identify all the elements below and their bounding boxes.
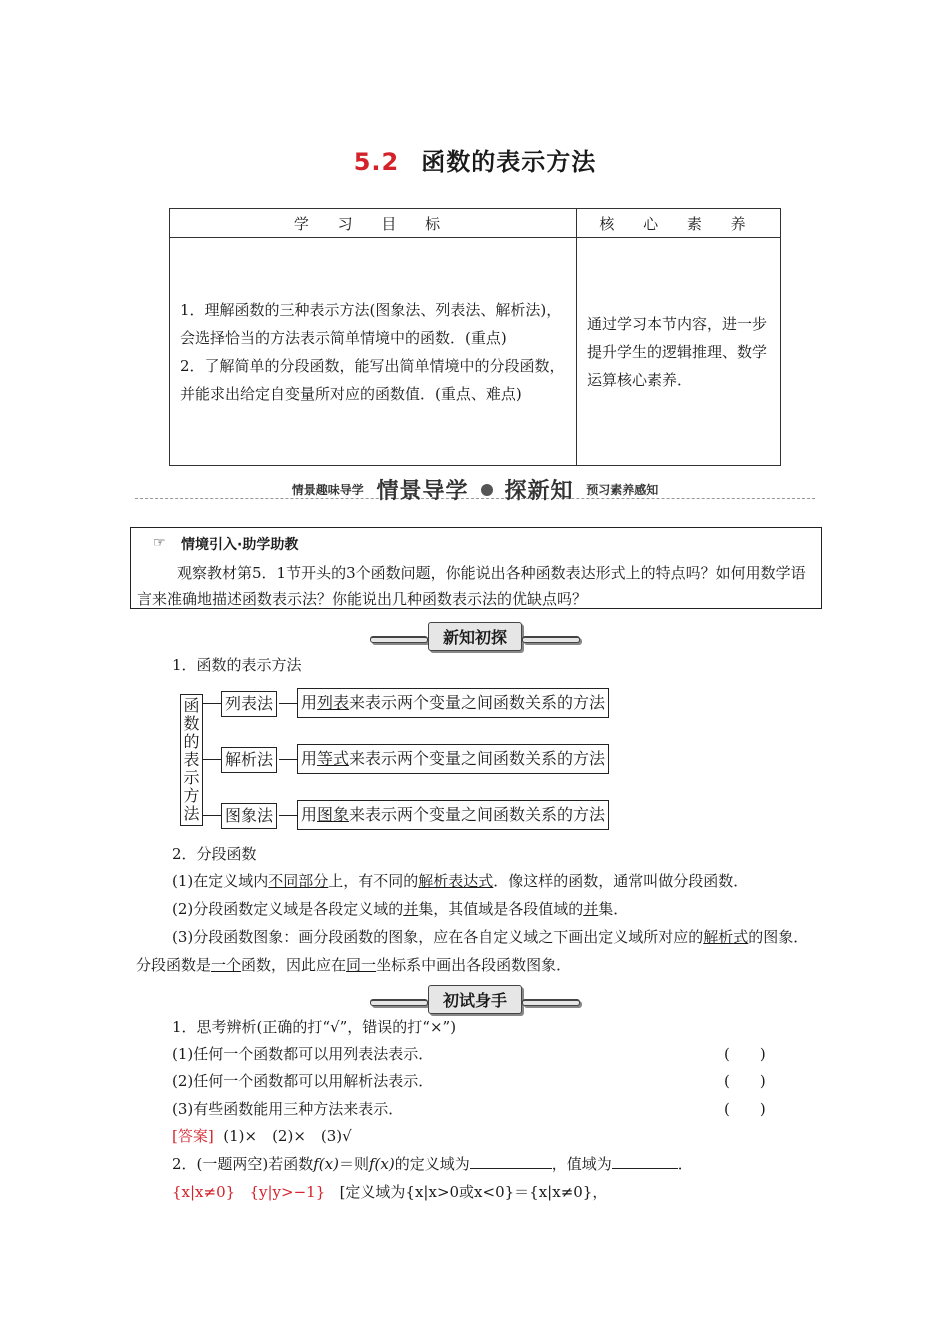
desc-post: 来表示两个变量之间函数关系的方法: [349, 749, 606, 768]
page-title: [0, 142, 950, 177]
answer-1: {x|x≠0}: [172, 1183, 236, 1201]
q2-answer: [172, 1178, 607, 1206]
text: 函数，因此应在: [241, 956, 347, 974]
tag-new-knowledge: [0, 622, 950, 651]
desc-key: 图象: [317, 805, 350, 824]
underlined-text: 并: [403, 900, 419, 918]
s2-paragraph-2: [172, 895, 628, 923]
method-box-analytic: 解析法: [221, 747, 277, 773]
text: 集，其值域是各段值域的: [418, 900, 584, 918]
fill-blank: [612, 1152, 678, 1169]
section-title: 函数的表示方法: [421, 148, 597, 176]
desc-pre: 用: [301, 805, 318, 824]
text: ．: [677, 1155, 693, 1173]
desc-key: 等式: [317, 749, 350, 768]
desc-pre: 用: [301, 749, 318, 768]
underlined-text: 解析: [703, 928, 734, 946]
text: 坐标系中画出各段函数图象．: [376, 956, 572, 974]
method-box-table: 列表法: [221, 691, 277, 717]
answer-blank: ( ): [724, 1072, 766, 1090]
method-desc-graph: [297, 800, 609, 830]
banner-title-2: 探新知: [504, 479, 574, 504]
tag-first-try: [0, 985, 950, 1014]
text: ＝则: [338, 1155, 369, 1173]
goals-header: 学 习 目 标: [170, 209, 577, 238]
tag-rule-left: [370, 636, 428, 643]
underlined-text: 并: [583, 900, 599, 918]
text: ．像这样的函数，通常叫做分段函数．: [493, 872, 749, 890]
text: 的图象．分段函数是: [136, 928, 809, 974]
method-desc-analytic: [297, 744, 609, 774]
answer-label: [答案]: [172, 1127, 214, 1145]
tag-rule-left: [370, 999, 428, 1006]
pointing-hand-icon: ☞: [153, 535, 166, 551]
s2-paragraph-3: [136, 923, 818, 979]
intro-text: 观察教材第5．1节开头的3个函数问题，你能说出各种函数表达形式上的特点吗？如何用数学语言来准确地描述函数表示法？你能说出几种函数表示法的优缺点吗？: [137, 564, 806, 608]
answer-2: {y|y>−1}: [249, 1183, 326, 1201]
intro-heading: 情境引入·助学助教: [181, 537, 299, 553]
q1-answer: [172, 1122, 352, 1150]
root-box: [180, 694, 203, 826]
text: 的定义域为: [394, 1155, 470, 1173]
banner-right-text: 预习素养感知: [586, 483, 659, 497]
bullet-icon: [481, 484, 493, 496]
banner-left-text: 情景趣味导学: [291, 483, 364, 497]
q1-heading: 1．思考辨析(正确的打“√”，错误的打“×”): [172, 1018, 457, 1036]
root-label: 函数的表示方法: [183, 696, 200, 823]
answer-blank: ( ): [724, 1045, 766, 1063]
connector: [279, 759, 297, 760]
text: (1)在定义域内: [172, 872, 269, 890]
underlined-text: 一个: [211, 956, 242, 974]
text: 2．(一题两空)若函数: [172, 1155, 314, 1173]
method-box-graph: 图象法: [221, 803, 277, 829]
q1-item-1: (1)任何一个函数都可以用列表法表示．: [172, 1045, 434, 1063]
section-banner: [0, 474, 950, 505]
connector: [279, 815, 297, 816]
q1-item-3: (3)有些函数能用三种方法来表示．: [172, 1100, 404, 1118]
tag-label: 新知初探: [428, 622, 522, 651]
desc-post: 来表示两个变量之间函数关系的方法: [349, 693, 606, 712]
method-desc-table: [297, 688, 609, 718]
connector: [203, 703, 221, 704]
literacy-header: 核 心 素 养: [577, 209, 781, 238]
q1-item-2: (2)任何一个函数都可以用解析法表示．: [172, 1072, 434, 1090]
text: (3)分段函数图象：画分段函数的图象，应在各自定义域之下画出定义域所对应的: [172, 928, 704, 946]
connector: [279, 703, 297, 704]
underlined-text: 解析表达式: [418, 872, 494, 890]
desc-key: 列表: [317, 693, 350, 712]
goals-cell: 1．理解函数的三种表示方法(图象法、列表法、解析法)，会选择恰当的方法表示简单情境中的函数．(重点) 2．了解简单的分段函数，能写出简单情境中的分段函数，并能求出给定自变量所对应的函数值．(重点、难点): [170, 238, 577, 466]
answer-explain: [定义域为{x|x>0或x<0}＝{x|x≠0}，: [339, 1183, 608, 1201]
text: 上，有不同的: [328, 872, 419, 890]
desc-pre: 用: [301, 693, 318, 712]
desc-post: 来表示两个变量之间函数关系的方法: [349, 805, 606, 824]
tag-label: 初试身手: [428, 985, 522, 1014]
answer-blank: ( ): [724, 1100, 766, 1118]
s1-heading: 1．函数的表示方法: [172, 656, 302, 674]
answer-text: (1)× (2)× (3)√: [223, 1127, 352, 1145]
underlined-text: 同一: [346, 956, 377, 974]
function-symbol: f(x): [368, 1155, 395, 1173]
intro-box: [130, 527, 822, 609]
goals-table: [169, 208, 781, 466]
function-symbol: f(x): [313, 1155, 339, 1173]
tag-rule-right: [522, 636, 580, 643]
underlined-text: 不同部分: [268, 872, 329, 890]
connector: [203, 759, 221, 760]
tag-rule-right: [522, 999, 580, 1006]
text: (2)分段函数定义域是各段定义域的: [172, 900, 404, 918]
section-number: 5.2: [353, 148, 400, 176]
text: 集．: [598, 900, 629, 918]
fill-blank: [470, 1152, 552, 1169]
s2-heading: 2．分段函数: [172, 845, 257, 863]
text: ，值域为: [551, 1155, 612, 1173]
connector: [203, 815, 221, 816]
q2-question: [172, 1150, 693, 1178]
banner-title-1: 情景导学: [376, 479, 469, 504]
literacy-cell: 通过学习本节内容，进一步提升学生的逻辑推理、数学运算核心素养．: [577, 238, 781, 466]
s2-paragraph-1: [172, 867, 748, 895]
underlined-text: 式: [733, 928, 749, 946]
